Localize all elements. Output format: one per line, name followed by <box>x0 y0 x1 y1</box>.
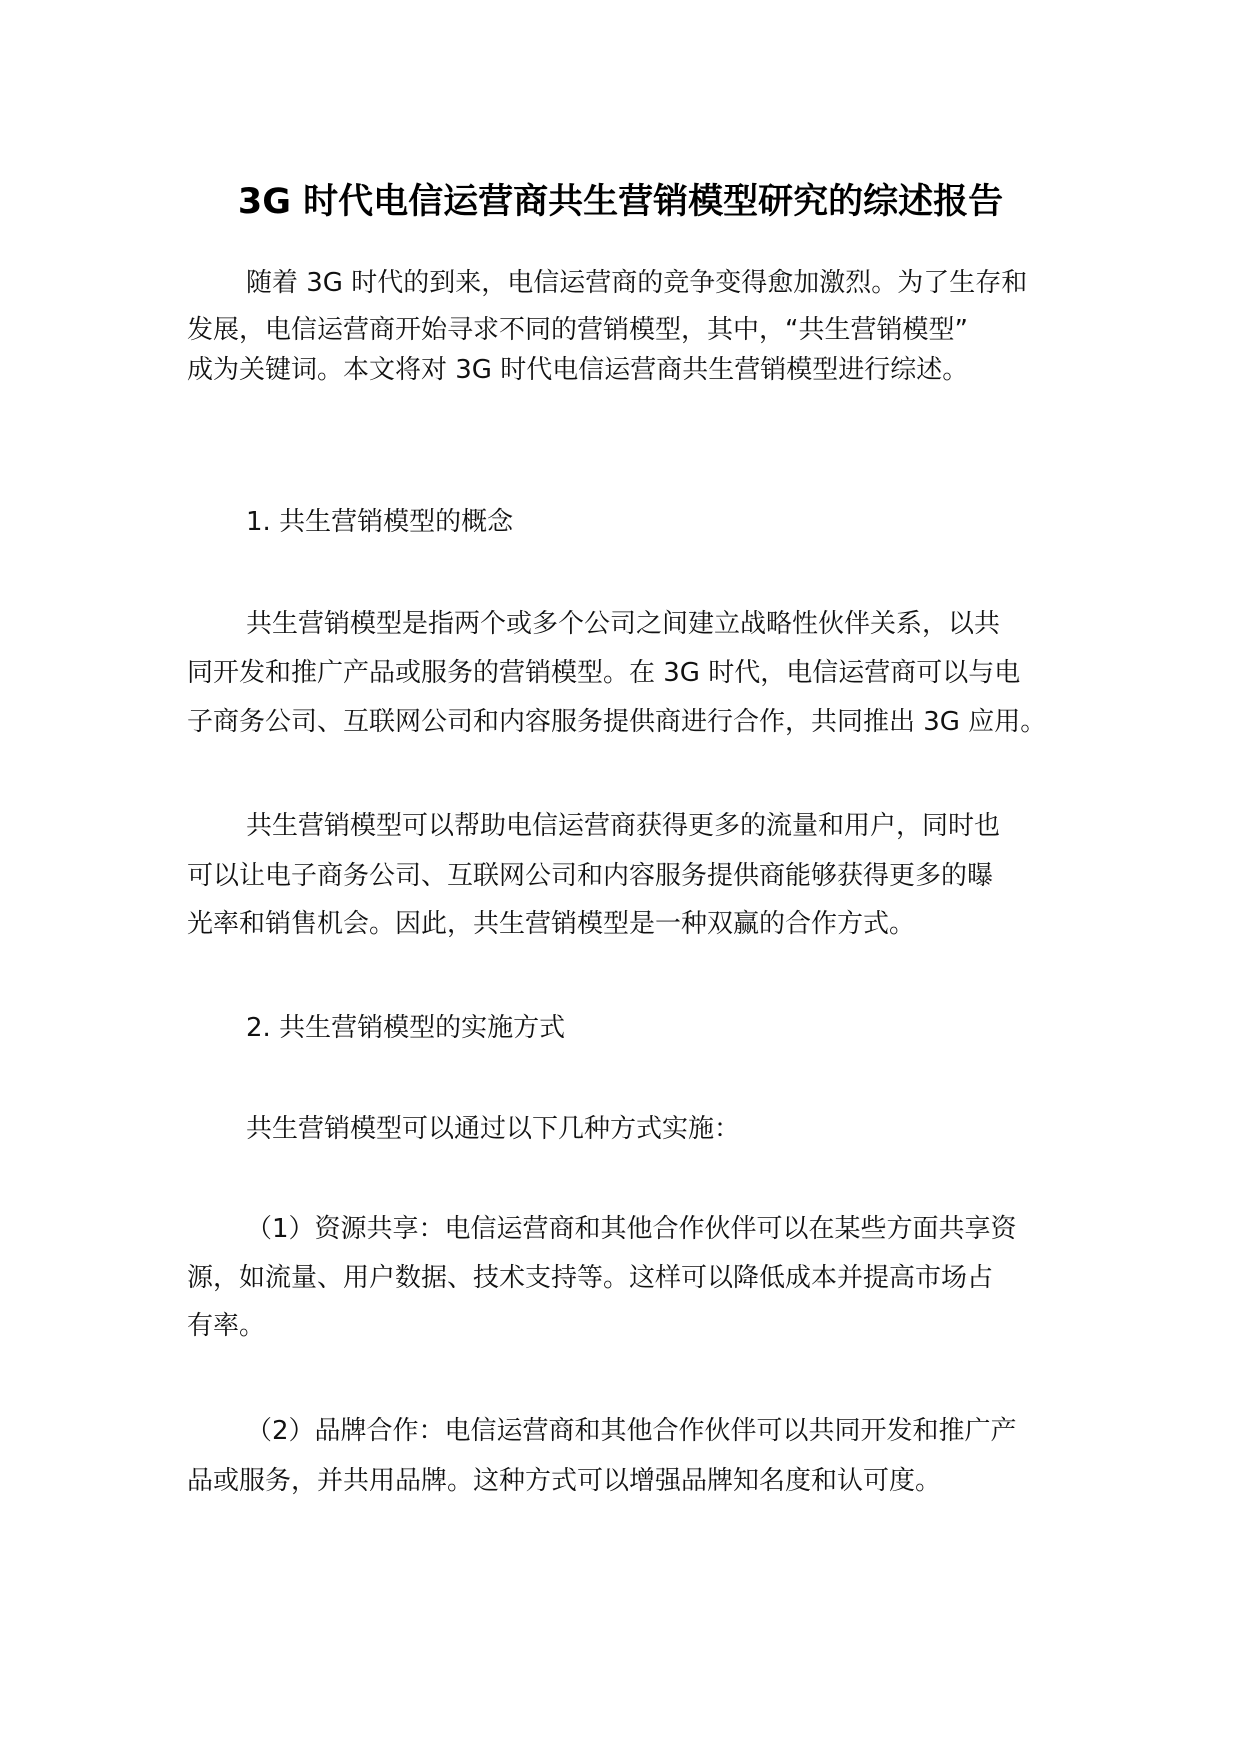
paragraph-line: 源，如流量、用户数据、技术支持等。这样可以降低成本并提高市场占 <box>187 1263 994 1293</box>
section-heading-text: 2. 共生营销模型的实施方式 <box>246 1013 566 1043</box>
paragraph-line: 有率。 <box>187 1311 266 1341</box>
paragraph-line: 共生营销模型可以通过以下几种方式实施： <box>246 1114 741 1144</box>
paragraph-line: 同开发和推广产品或服务的营销模型。在 3G 时代，电信运营商可以与电 <box>187 658 1021 688</box>
paragraph-line: 可以让电子商务公司、互联网公司和内容服务提供商能够获得更多的曝 <box>187 861 994 891</box>
paragraph-line: 随着 3G 时代的到来，电信运营商的竞争变得愈加激烈。为了生存和 <box>246 268 1028 298</box>
document-title: 3G 时代电信运营商共生营销模型研究的综述报告 <box>237 182 1004 222</box>
paragraph-line: （1）资源共享：电信运营商和其他合作伙伴可以在某些方面共享资 <box>246 1214 1017 1244</box>
paragraph-line: 品或服务，并共用品牌。这种方式可以增强品牌知名度和认可度。 <box>187 1466 942 1496</box>
paragraph-line: 子商务公司、互联网公司和内容服务提供商进行合作，共同推出 3G 应用。 <box>187 707 1047 737</box>
paragraph-line: 发展，电信运营商开始寻求不同的营销模型，其中，“共生营销模型” <box>187 315 968 345</box>
section-heading-text: 1. 共生营销模型的概念 <box>246 507 514 537</box>
paragraph-line: （2）品牌合作：电信运营商和其他合作伙伴可以共同开发和推广产 <box>246 1416 1017 1446</box>
paragraph-line: 成为关键词。本文将对 3G 时代电信运营商共生营销模型进行综述。 <box>187 355 969 385</box>
paragraph-line: 共生营销模型是指两个或多个公司之间建立战略性伙伴关系，以共 <box>246 609 1001 639</box>
paragraph-line: 光率和销售机会。因此，共生营销模型是一种双赢的合作方式。 <box>187 909 916 939</box>
paragraph-line: 共生营销模型可以帮助电信运营商获得更多的流量和用户，同时也 <box>246 811 1001 841</box>
